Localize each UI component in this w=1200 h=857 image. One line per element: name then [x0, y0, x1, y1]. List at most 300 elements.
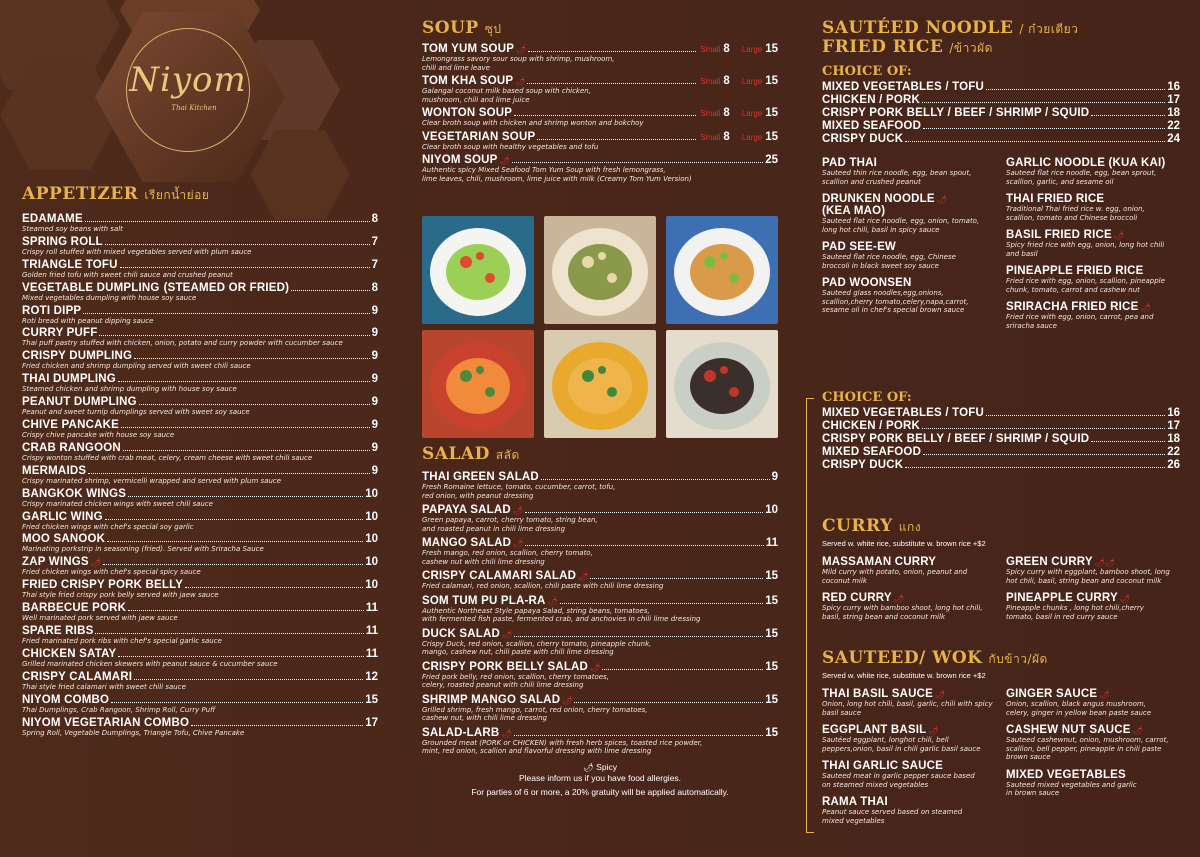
menu-item-row — [22, 717, 378, 729]
item-name: PAD THAI — [822, 157, 878, 169]
bracket-tick — [806, 398, 814, 399]
leader-dots — [905, 141, 1165, 142]
tom-yum-photo-illustration — [422, 330, 534, 438]
leader-dots — [123, 450, 370, 451]
menu-item — [22, 305, 378, 326]
spring-rolls-photo — [544, 216, 656, 324]
menu-item-row — [822, 433, 1180, 445]
appetizer-title: APPETIZER เรียกน้ำย่อย — [22, 184, 210, 204]
leader-dots — [185, 587, 363, 588]
item-name: THAI DUMPLING — [22, 373, 116, 386]
chili-icon: 🌶 — [934, 690, 946, 699]
item-description: Fresh Romaine lettuce, tomato, cucumber, carrot, tofu, — [422, 483, 616, 491]
menu-item-row — [22, 327, 378, 339]
item-price: 9 — [371, 396, 378, 409]
item-price: 7 — [371, 258, 378, 271]
leader-dots — [111, 702, 363, 703]
garnish-shape — [720, 366, 728, 374]
tom-yum-photo — [422, 330, 534, 438]
item-description: Sauteed flat rice noodle, egg, onion, tomato, — [822, 217, 980, 225]
item-price: 15 — [765, 726, 778, 739]
item-name: CRISPY DUCK — [822, 459, 904, 471]
leader-dots — [88, 473, 369, 474]
leader-dots — [103, 564, 363, 565]
choice-title-1: CHOICE OF: — [822, 64, 912, 79]
item-description: Sauteed mixed vegetables and garlic — [1006, 780, 1137, 789]
menu-item — [822, 407, 1180, 419]
item-price: 10 — [365, 487, 378, 500]
chili-icon: 🌶 — [90, 558, 101, 568]
item-price: 26 — [1167, 459, 1180, 471]
menu-item-row — [1006, 229, 1180, 241]
item-price: 22 — [1167, 120, 1180, 132]
item-description: lime leaves, chili, mushroom, lime juice with milk (Creamy Tom Yum Version) — [422, 174, 692, 183]
item-description: Lemongrass savory sour soup with shrimp, mushroom, — [422, 55, 615, 63]
garnish-shape — [607, 273, 617, 283]
item-description: Well marinated pork served with jaew sauce — [22, 614, 178, 623]
pad-thai-photo-illustration — [666, 216, 778, 324]
item-description: Crispy chive pancake with house soy sauce — [22, 431, 175, 440]
item-name: FRIED CRISPY PORK BELLY — [22, 579, 184, 592]
menu-item — [422, 570, 778, 591]
item-description: Peanut and sweet turnip dumplings served with sweet soy sauce — [22, 408, 250, 417]
garnish-shape — [598, 366, 606, 374]
item-description: chunk, tomato, carrot and cashew nut — [1006, 285, 1140, 294]
item-name: CRISPY CALAMARI SALAD — [422, 570, 577, 582]
item-name-sub: (STEAMED OR FRIED) — [163, 281, 290, 294]
item-description: Thai style fried calamari with sweet chili sauce — [22, 682, 186, 691]
leader-dots — [574, 702, 763, 703]
menu-item-row — [422, 75, 778, 87]
menu-item — [22, 373, 378, 394]
small-label: Small — [700, 132, 721, 142]
menu-item — [1006, 265, 1180, 294]
item-name: RED CURRY — [822, 592, 892, 604]
menu-item — [422, 727, 778, 756]
menu-item — [422, 537, 778, 566]
item-price: 15 — [765, 693, 778, 706]
item-name: GARLIC WING — [22, 510, 103, 523]
leader-dots — [139, 404, 370, 405]
item-description: broccoli in black sweet soy sauce — [822, 261, 939, 270]
item-description: Fried marinated pork ribs with chef's special garlic sauce — [22, 637, 222, 646]
salad-title: SALAD สลัด — [422, 444, 520, 464]
menu-item — [22, 419, 378, 440]
menu-item-row — [822, 420, 1180, 432]
item-name: CRISPY CALAMARI — [22, 670, 133, 683]
menu-item — [22, 671, 378, 692]
menu-item — [822, 157, 1006, 186]
pad-thai-photo — [666, 216, 778, 324]
green-curry-photo-illustration — [544, 330, 656, 438]
menu-item-row — [822, 796, 1006, 808]
menu-item — [822, 81, 1180, 93]
menu-item — [22, 259, 378, 280]
menu-item — [822, 193, 1006, 234]
menu-item-row — [22, 579, 378, 591]
menu-item — [422, 694, 778, 723]
leader-dots — [514, 115, 696, 116]
item-price: 9 — [371, 327, 378, 340]
item-name: PAD WOONSEN — [822, 277, 912, 289]
chili-icon: 🌶 — [578, 572, 589, 581]
item-description: mixed vegetables — [822, 816, 885, 825]
item-description: Crispy marinated shrimp, vermicelli wrapped and served with plum sauce — [22, 476, 282, 485]
item-description: Crispy Duck, red onion, scallion, cherry tomato, pineapple chunk, — [422, 639, 652, 648]
menu-item — [22, 717, 378, 738]
menu-item-row — [822, 133, 1180, 145]
menu-item — [422, 131, 778, 152]
menu-item-row — [22, 396, 378, 408]
leader-dots — [1091, 115, 1165, 116]
soup-section — [422, 18, 778, 186]
item-description: chili and lime leave — [422, 63, 490, 72]
item-name: MIXED SEAFOOD — [822, 446, 922, 458]
food-shape — [446, 244, 510, 300]
item-description: Pineapple chunks , long hot chili,cherry — [1006, 604, 1144, 612]
spicy-legend: 🌶 Spicy — [583, 761, 617, 772]
item-name: MIXED VEGETABLES — [1006, 768, 1126, 781]
menu-item — [22, 694, 378, 715]
salad-section — [422, 444, 778, 797]
item-name: CHICKEN SATAY — [22, 647, 117, 660]
item-description: scallion, bell pepper, pineapple in chili paste — [1006, 744, 1162, 753]
item-price: 11 — [365, 647, 378, 660]
leader-dots — [528, 51, 696, 52]
brand-logo — [108, 18, 268, 168]
item-description: Fried pork belly, red onion, scallion, cherry tomatoes, — [422, 672, 609, 681]
item-price: 15 — [365, 693, 378, 706]
item-name: WONTON SOUP — [422, 107, 513, 119]
menu-item-row — [822, 407, 1180, 419]
menu-item — [422, 471, 778, 500]
menu-item-row — [822, 556, 1006, 568]
menu-item — [822, 760, 1006, 789]
item-name: CASHEW NUT SAUCE — [1006, 724, 1131, 736]
menu-item — [22, 533, 378, 554]
item-description: celery, ginger in yellow bean paste sauce — [1006, 708, 1152, 717]
item-name: MERMAIDS — [22, 464, 87, 477]
item-price: 10 — [365, 510, 378, 523]
item-description: Sauteed glass noodles,egg,onions, — [822, 289, 944, 297]
menu-item — [822, 459, 1180, 471]
item-price: 18 — [1167, 433, 1180, 445]
garnish-shape — [704, 256, 716, 268]
garnish-shape — [582, 370, 594, 382]
chili-icon: 🌶 — [547, 596, 558, 606]
menu-item — [822, 241, 1006, 270]
menu-item-row — [822, 592, 1006, 604]
garnish-shape — [582, 256, 594, 268]
menu-item-row — [422, 107, 778, 119]
garnish-shape — [460, 256, 472, 268]
item-description: Onion, scallion, black angus mushroom, — [1006, 700, 1146, 708]
item-description: basil, string bean and coconut milk — [822, 612, 946, 621]
item-name: BANGKOK WINGS — [22, 487, 127, 500]
leader-dots — [923, 128, 1165, 129]
menu-item — [1006, 556, 1180, 585]
garnish-shape — [598, 252, 606, 260]
item-name: SALAD-LARB — [422, 726, 500, 739]
item-name: GINGER SAUCE — [1006, 688, 1098, 700]
item-price: 8 — [371, 281, 378, 294]
item-price: 11 — [365, 625, 378, 638]
item-name: SHRIMP MANGO SALAD — [422, 693, 561, 706]
item-description: peppers,onion, basil in chili garlic basil sauce — [822, 744, 981, 753]
item-price: 16 — [1167, 407, 1180, 419]
menu-item-row — [22, 511, 378, 523]
choice-title-2: CHOICE OF: — [822, 390, 912, 405]
menu-item-row — [422, 570, 778, 582]
menu-item-row — [822, 724, 1006, 736]
item-name: CHIVE PANCAKE — [22, 419, 119, 432]
item-description: Sauteed flat rice noodle, egg, Chinese — [822, 253, 956, 261]
item-description: Steamed chicken and shrimp dumpling with house soy sauce — [22, 385, 237, 394]
choice-bracket — [806, 398, 807, 832]
garnish-shape — [704, 370, 716, 382]
item-description: coconut milk — [822, 576, 867, 585]
item-price: 9 — [371, 304, 378, 317]
spring-rolls-photo-illustration — [544, 216, 656, 324]
item-price: 24 — [1167, 133, 1180, 145]
leader-dots — [560, 603, 764, 604]
menu-item-row — [1006, 265, 1180, 277]
chili-icon: 🌶 — [515, 77, 526, 86]
item-description: Golden fried tofu with sweet chili sauce and crushed peanut — [22, 270, 233, 279]
item-description: basil sauce — [822, 708, 862, 717]
menu-item-row — [1006, 592, 1180, 604]
large-label: Large — [741, 132, 763, 142]
garnish-shape — [476, 366, 484, 374]
menu-item — [22, 350, 378, 371]
item-name: CHICKEN / PORK — [822, 420, 921, 432]
item-description: Onion, long hot chili, basil, garlic, chili with spicy — [822, 700, 993, 708]
menu-item-row — [22, 648, 378, 660]
menu-item — [1006, 592, 1180, 621]
leader-dots — [923, 454, 1165, 455]
garnish-shape — [485, 387, 495, 397]
leader-dots — [105, 519, 363, 520]
leader-dots — [525, 545, 764, 546]
item-description: Authentic Northeast Style papaya Salad, string beans, tomatoes, — [422, 606, 650, 615]
item-price: 10 — [365, 533, 378, 546]
menu-item-row — [822, 446, 1180, 458]
menu-item — [422, 628, 778, 657]
curry-section — [822, 516, 1180, 628]
footer-notes — [422, 762, 778, 797]
leader-dots — [128, 610, 364, 611]
menu-item — [1006, 301, 1180, 330]
menu-item-row — [422, 43, 778, 55]
chili-icon: 🌶 — [512, 506, 524, 515]
item-description: Sauteed meat in garlic pepper sauce based — [822, 772, 975, 780]
leader-dots — [922, 102, 1165, 103]
menu-item — [22, 396, 378, 417]
item-name: NIYOM VEGETARIAN COMBO — [22, 716, 190, 729]
large-label: Large — [741, 77, 763, 86]
menu-item-row — [1006, 769, 1180, 781]
menu-item-row — [422, 504, 778, 516]
item-name: NIYOM COMBO — [22, 693, 110, 706]
leader-dots — [922, 428, 1165, 429]
menu-item — [22, 442, 378, 463]
item-description: Fried rice with egg, onion, carrot, pea and — [1006, 313, 1154, 321]
item-name: CRISPY DUMPLING — [22, 350, 133, 363]
menu-item-row — [822, 241, 1006, 253]
menu-item-row — [22, 259, 378, 271]
menu-item-row — [422, 661, 778, 673]
item-name: DRUNKEN NOODLE — [822, 193, 935, 205]
item-name: PAPAYA SALAD — [422, 504, 511, 516]
appetizer-section — [22, 184, 378, 739]
menu-item — [422, 107, 778, 128]
item-name: MIXED VEGETABLES / TOFU — [822, 407, 984, 419]
gratuity-note: For parties of 6 or more, a 20% gratuity will be applied automatically. — [471, 786, 729, 797]
chili-icon: 🌶 — [513, 539, 524, 548]
leader-dots — [118, 381, 370, 382]
small-label: Small — [700, 45, 721, 54]
item-name: ZAP WINGS — [22, 556, 89, 569]
chili-icon: 🌶 — [501, 728, 512, 738]
item-name: EGGPLANT BASIL — [822, 724, 927, 736]
item-description: Fried chicken wings with chef's special spicy sauce — [22, 568, 201, 577]
menu-item — [22, 625, 378, 646]
item-description: scallion, garlic, and sesame oil — [1006, 177, 1114, 186]
crispy-duck-rice-photo — [666, 330, 778, 438]
leader-dots — [905, 467, 1165, 468]
item-name: CRAB RANGOON — [22, 441, 121, 454]
choice2-section — [822, 390, 1180, 472]
garnish-shape — [720, 252, 728, 260]
menu-item-row — [22, 213, 378, 225]
menu-item — [22, 602, 378, 623]
item-description: Fried calamari, red onion, scallion, chili paste with chili lime dressing — [422, 582, 664, 590]
item-description: sriracha sauce — [1006, 321, 1057, 330]
menu-item-row — [22, 419, 378, 431]
menu-item-row — [22, 236, 378, 248]
leader-dots — [121, 427, 370, 428]
item-description: Traditional Thai fried rice w. egg, onion, — [1006, 205, 1145, 213]
item-price: 8 — [371, 213, 378, 225]
leader-dots — [105, 244, 370, 245]
item-price: 10 — [365, 579, 378, 592]
menu-item-row — [822, 193, 1006, 205]
item-price: 18 — [1167, 107, 1180, 119]
soup-title: SOUP ซุป — [422, 18, 502, 38]
leader-dots — [514, 636, 763, 637]
leader-dots — [128, 496, 363, 497]
item-name: SRIRACHA FRIED RICE — [1006, 301, 1139, 313]
menu-item-row — [22, 694, 378, 706]
leader-dots — [134, 679, 363, 680]
item-name: RAMA THAI — [822, 796, 888, 808]
menu-item — [22, 282, 378, 303]
menu-item — [1006, 193, 1180, 222]
leader-dots — [134, 358, 369, 359]
item-name: MIXED SEAFOOD — [822, 120, 922, 132]
curry-served-note: Served w. white rice, substitute w. brown rice +$2 — [822, 539, 986, 548]
garnish-shape — [460, 370, 472, 382]
item-price: 10 — [365, 556, 378, 569]
item-description: Fried chicken wings with chef's special soy garlic — [22, 522, 194, 531]
brand-name: Niyom — [129, 60, 247, 100]
chili-icon: 🌶 — [562, 695, 573, 705]
wok-section — [822, 648, 1180, 832]
chili-icon: 🌶 — [1113, 231, 1125, 240]
menu-item-row — [822, 277, 1006, 289]
menu-item-row — [1006, 556, 1180, 568]
chili-icon: 🌶 — [936, 195, 947, 204]
item-name: PINEAPPLE CURRY — [1006, 592, 1118, 604]
item-price: 17 — [1167, 94, 1180, 106]
menu-item — [822, 94, 1180, 106]
item-description: with fermented fish paste, fermented crab, and anchovies in chili lime dressing — [422, 615, 701, 623]
menu-item — [1006, 688, 1180, 717]
item-description: Thai puff pastry stuffed with chicken, onion, potato and curry powder with cucumber sauce — [22, 339, 343, 348]
menu-item-row — [22, 305, 378, 317]
menu-item — [422, 75, 778, 104]
item-name: TRIANGLE TOFU — [22, 258, 118, 271]
allergy-note: Please inform us if you have food allergies. — [518, 772, 682, 783]
small-price: 8 — [723, 130, 730, 143]
wok-served-note: Served w. white rice, substitute w. brown rice +$2 — [822, 671, 986, 680]
menu-item-row — [822, 157, 1006, 169]
item-description: celery, roasted peanut with chili lime dressing — [422, 681, 584, 689]
menu-item-row — [422, 471, 778, 483]
menu-item — [1006, 229, 1180, 258]
item-description: Fresh mango, red onion, scallion, cherry tomato, — [422, 549, 593, 557]
menu-item-row — [1006, 193, 1180, 205]
menu-item-row — [22, 488, 378, 500]
item-description: red onion, with peanut dressing — [422, 491, 534, 500]
menu-item — [22, 327, 378, 348]
chili-icon: 🌶 — [893, 594, 904, 603]
menu-item-row — [822, 94, 1180, 106]
chili-icon: 🌶 — [1099, 690, 1110, 699]
item-name: MIXED VEGETABLES / TOFU — [822, 81, 984, 93]
menu-item — [822, 420, 1180, 432]
leader-dots — [118, 656, 363, 657]
food-shape — [446, 358, 510, 414]
item-description: Green papaya, carrot, cherry tomato, string bean, — [422, 516, 598, 524]
item-description: mango, cashew nut, chili paste with chili lime dressing — [422, 648, 614, 656]
chili-icon: 🌶🌶 — [1094, 558, 1116, 567]
item-price: 10 — [765, 504, 778, 516]
leader-dots — [1091, 441, 1165, 442]
food-shape — [690, 358, 754, 414]
item-description: Peanut sauce served based on steamed — [822, 808, 963, 816]
menu-item-row — [22, 533, 378, 545]
item-price: 11 — [365, 602, 378, 615]
item-description: and roasted peanut in chili lime dressing — [422, 524, 566, 533]
item-name-sub: (KEA MAO) — [822, 205, 886, 217]
item-price: 15 — [765, 627, 778, 640]
item-description: Sauteed thin rice noodle, egg, bean spout, — [822, 169, 972, 177]
large-price: 15 — [765, 75, 778, 87]
leader-dots — [512, 162, 764, 163]
leader-dots — [602, 669, 763, 670]
menu-item — [822, 120, 1180, 132]
item-name: TOM KHA SOUP — [422, 75, 514, 87]
item-price: 7 — [371, 235, 378, 248]
item-price: 9 — [371, 441, 378, 454]
chili-icon: 🌶 — [590, 662, 601, 672]
item-description: hot chili, basil, string bean and coconut milk — [1006, 576, 1162, 585]
leader-dots — [986, 415, 1165, 416]
item-name: THAI FRIED RICE — [1006, 193, 1105, 205]
item-description: Mild curry with potato, onion, peanut and — [822, 568, 968, 576]
menu-item-row — [422, 628, 778, 640]
